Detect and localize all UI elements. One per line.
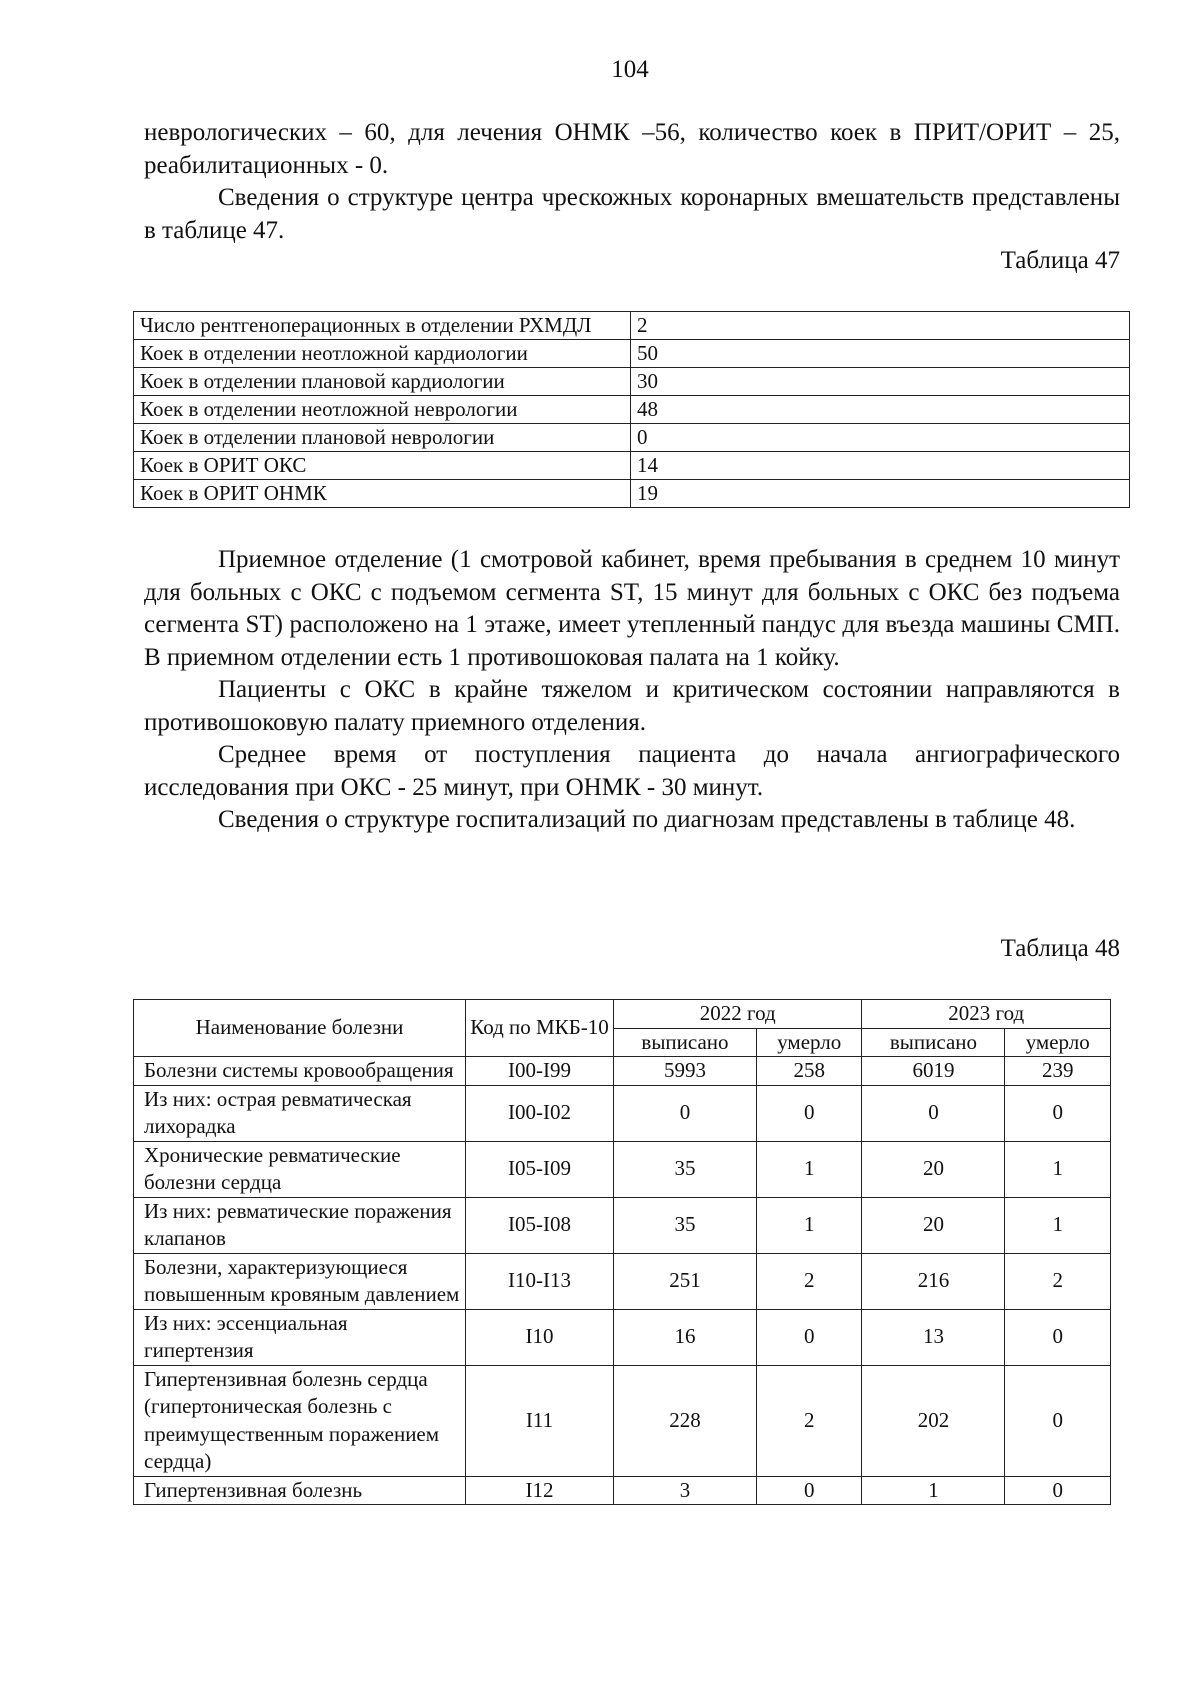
table-row	[134, 1197, 1111, 1253]
cell-icd-code: I10	[466, 1309, 614, 1365]
cell-died-2023: 0	[1005, 1085, 1111, 1141]
cell-discharged-2023: 20	[862, 1197, 1005, 1253]
table-47	[133, 311, 1130, 508]
table-cell: Коек в отделении плановой неврологии	[134, 424, 631, 452]
table-row	[134, 340, 1130, 368]
cell-died-2022: 258	[756, 1057, 862, 1086]
cell-icd-code: I11	[466, 1365, 614, 1476]
cell-died-2023: 2	[1005, 1253, 1111, 1309]
cell-discharged-2022: 5993	[614, 1057, 757, 1086]
cell-died-2023: 0	[1005, 1365, 1111, 1476]
table-cell: 2	[631, 312, 1130, 340]
table-row	[134, 312, 1130, 340]
table-cell: 50	[631, 340, 1130, 368]
table-cell: Коек в ОРИТ ОКС	[134, 452, 631, 480]
header-icd-code: Код по МКБ-10	[466, 1000, 614, 1057]
cell-discharged-2022: 3	[614, 1476, 757, 1505]
table-48-caption: Таблица 48	[1000, 935, 1120, 962]
cell-died-2022: 2	[756, 1253, 862, 1309]
cell-icd-code: I10-I13	[466, 1253, 614, 1309]
cell-died-2023: 0	[1005, 1476, 1111, 1505]
table-row	[134, 1476, 1111, 1505]
table-47-caption: Таблица 47	[1000, 247, 1120, 274]
table-row	[134, 396, 1130, 424]
cell-died-2022: 0	[756, 1085, 862, 1141]
cell-died-2022: 2	[756, 1365, 862, 1476]
body-text	[144, 544, 1120, 837]
table-cell: 30	[631, 368, 1130, 396]
header-year-2023: 2023 год	[862, 1000, 1111, 1029]
cell-died-2022: 1	[756, 1141, 862, 1197]
cell-disease-name: Болезни, характеризующиеся повышенным кровяным давлением	[134, 1253, 466, 1309]
paragraph: неврологических – 60, для лечения ОНМК –56, количество коек в ПРИТ/ОРИТ – 25, реабилитационных - 0.	[144, 119, 1120, 179]
header-disease-name: Наименование болезни	[134, 1000, 466, 1057]
cell-disease-name: Гипертензивная болезнь	[134, 1476, 466, 1505]
header-discharged-2023: выписано	[862, 1028, 1005, 1057]
table-cell: 19	[631, 480, 1130, 508]
table-row	[134, 452, 1130, 480]
cell-discharged-2023: 6019	[862, 1057, 1005, 1086]
header-discharged-2022: выписано	[614, 1028, 757, 1057]
cell-icd-code: I05-I08	[466, 1197, 614, 1253]
cell-discharged-2022: 251	[614, 1253, 757, 1309]
cell-died-2023: 0	[1005, 1309, 1111, 1365]
cell-disease-name: Из них: острая ревматическая лихорадка	[134, 1085, 466, 1141]
paragraph: Сведения о структуре центра чрескожных коронарных вмешательств представлены в таблице 47.	[144, 184, 1120, 244]
cell-discharged-2022: 35	[614, 1141, 757, 1197]
cell-died-2023: 1	[1005, 1197, 1111, 1253]
table-cell: Коек в ОРИТ ОНМК	[134, 480, 631, 508]
table-cell: 14	[631, 452, 1130, 480]
cell-discharged-2022: 0	[614, 1085, 757, 1141]
table-row	[134, 1141, 1111, 1197]
table-row	[134, 1253, 1111, 1309]
table-cell: Коек в отделении плановой кардиологии	[134, 368, 631, 396]
table-cell: 0	[631, 424, 1130, 452]
paragraph: Среднее время от поступления пациента до начала ангиографического исследования при ОКС - 25 минут, при ОНМК - 30 минут.	[144, 741, 1120, 801]
cell-icd-code: I00-I02	[466, 1085, 614, 1141]
table-row	[134, 1365, 1111, 1476]
cell-died-2022: 0	[756, 1476, 862, 1505]
cell-discharged-2022: 16	[614, 1309, 757, 1365]
cell-icd-code: I05-I09	[466, 1141, 614, 1197]
paragraph: Приемное отделение (1 смотровой кабинет, время пребывания в среднем 10 минут для больных с ОКС с подъемом сегмента ST, 15 минут для больных с ОКС без подъема сегмента ST) расположено на 1 этаже, имеет утепленный пандус для въезда машины СМП. В приемном отделении есть 1 противошоковая палата на 1 койку.	[144, 546, 1120, 671]
table-row	[134, 480, 1130, 508]
cell-disease-name: Хронические ревматические болезни сердца	[134, 1141, 466, 1197]
cell-discharged-2023: 1	[862, 1476, 1005, 1505]
cell-disease-name: Болезни системы кровообращения	[134, 1057, 466, 1086]
cell-disease-name: Из них: эссенциальная гипертензия	[134, 1309, 466, 1365]
table-cell: Число рентгеноперационных в отделении РХМДЛ	[134, 312, 631, 340]
cell-died-2023: 1	[1005, 1141, 1111, 1197]
table-row	[134, 1057, 1111, 1086]
paragraph: Пациенты с ОКС в крайне тяжелом и критическом состоянии направляются в противошоковую палату приемного отделения.	[144, 676, 1120, 736]
header-died-2023: умерло	[1005, 1028, 1111, 1057]
table-row	[134, 424, 1130, 452]
paragraph: Сведения о структуре госпитализаций по диагнозам представлены в таблице 48.	[218, 806, 1076, 833]
cell-discharged-2022: 228	[614, 1365, 757, 1476]
cell-discharged-2023: 202	[862, 1365, 1005, 1476]
cell-discharged-2022: 35	[614, 1197, 757, 1253]
cell-died-2022: 0	[756, 1309, 862, 1365]
header-year-2022: 2022 год	[614, 1000, 862, 1029]
table-cell: 48	[631, 396, 1130, 424]
cell-disease-name: Гипертензивная болезнь сердца (гипертоническая болезнь с преимущественным поражением сердца)	[134, 1365, 466, 1476]
table-row	[134, 1309, 1111, 1365]
table-row	[134, 1085, 1111, 1141]
header-died-2022: умерло	[756, 1028, 862, 1057]
page-number: 104	[611, 56, 649, 83]
intro-text	[144, 117, 1120, 247]
table-cell: Коек в отделении неотложной неврологии	[134, 396, 631, 424]
cell-discharged-2023: 13	[862, 1309, 1005, 1365]
cell-disease-name: Из них: ревматические поражения клапанов	[134, 1197, 466, 1253]
cell-died-2023: 239	[1005, 1057, 1111, 1086]
table-48	[133, 999, 1111, 1505]
table-header-row	[134, 1000, 1111, 1029]
table-row	[134, 368, 1130, 396]
cell-icd-code: I00-I99	[466, 1057, 614, 1086]
cell-discharged-2023: 0	[862, 1085, 1005, 1141]
cell-died-2022: 1	[756, 1197, 862, 1253]
cell-discharged-2023: 216	[862, 1253, 1005, 1309]
table-cell: Коек в отделении неотложной кардиологии	[134, 340, 631, 368]
cell-icd-code: I12	[466, 1476, 614, 1505]
cell-discharged-2023: 20	[862, 1141, 1005, 1197]
